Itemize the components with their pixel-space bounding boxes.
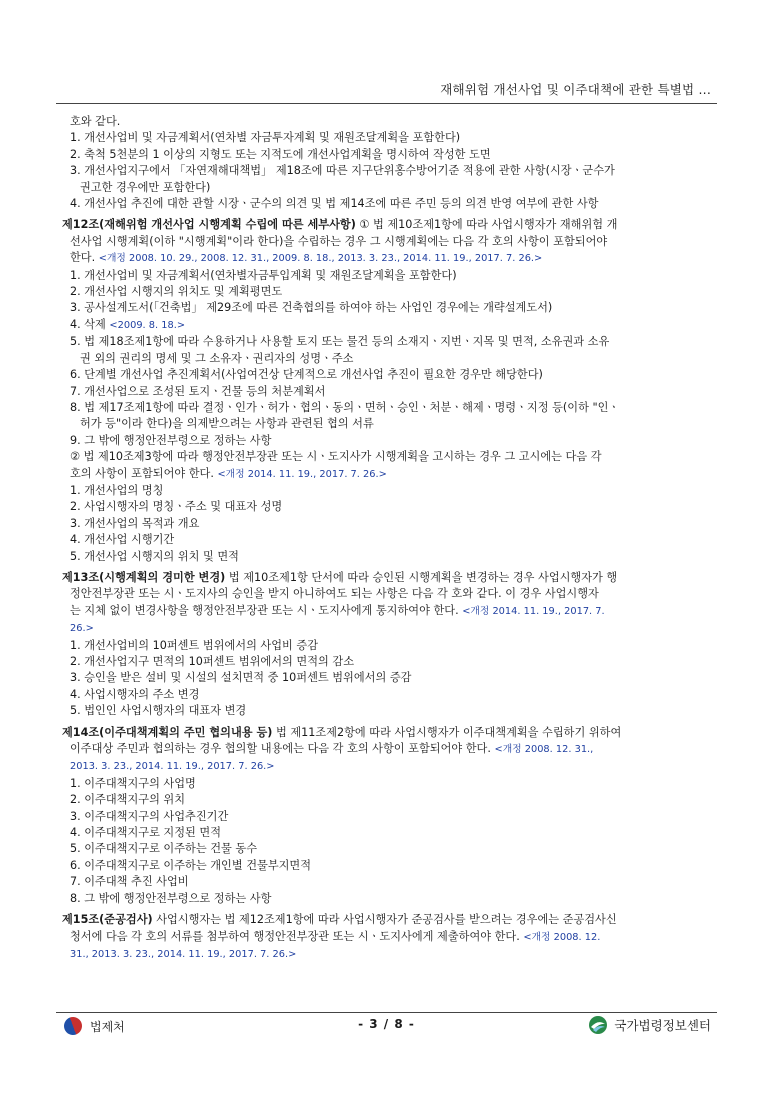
article-12-text: ① 법 제10조제1항에 따라 사업시행자가 재해위험 개	[355, 218, 618, 232]
page-number: - 3 / 8 -	[358, 1017, 415, 1031]
article-14-title: 제14조(이주대책계획의 주민 협의내용 등)	[62, 725, 273, 739]
intro-item-3: 3. 개선사업지구에서 「자연재해대책법」 제18조에 따른 지구단위홍수방어기준 적용에 관한 사항(시장ㆍ군수가	[70, 164, 615, 178]
list-item: 5. 법 제18조제1항에 따라 수용하거나 사용할 토지 또는 물건 등의 소재지ㆍ지번ㆍ지목 및 면적, 소유권과 소유	[70, 335, 610, 349]
list-item: 2. 개선사업지구 면적의 10퍼센트 범위에서의 면적의 감소	[70, 655, 355, 668]
list-item: 6. 이주대책지구로 이주하는 개인별 건물부지면적	[70, 858, 312, 872]
list-item: 3. 개선사업의 목적과 개요	[70, 516, 200, 530]
article-12	[62, 217, 724, 565]
article-12-paragraph-2: ② 법 제10조제3항에 따라 행정안전부장관 또는 시ㆍ도지사가 시행계획을 고시하는 경우 그 고시에는 다음 각	[70, 450, 602, 464]
list-item-wrap: 권 외의 권리의 명세 및 그 소유자ㆍ권리자의 성명ㆍ주소	[80, 351, 354, 365]
article-15-line-2: 청서에 다음 각 호의 서류를 첨부하여 행정안전부장관 또는 시ㆍ도지사에게 제출하여야 한다.	[70, 929, 524, 943]
list-item: 2. 사업시행자의 명칭ㆍ주소 및 대표자 성명	[70, 500, 283, 514]
intro-item-1: 1. 개선사업비 및 자금계획서(연차별 자금투자계획 및 재원조달계획을 포함한다)	[70, 131, 461, 145]
list-item: 3. 승인을 받은 설비 및 시설의 설치면적 중 10퍼센트 범위에서의 증감	[70, 671, 412, 685]
amendment-note: <개정 2008. 10. 29., 2008. 12. 31., 2009. 8. 18., 2013. 3. 23., 2014. 11. 19., 2017. 7. 26.>	[98, 253, 543, 265]
article-14-line-2: 이주대상 주민과 협의하는 경우 협의할 내용에는 다음 각 호의 사항이 포함되어야 한다.	[70, 742, 495, 756]
law-center-logo-icon	[588, 1015, 608, 1035]
article-13	[62, 570, 724, 720]
list-item: 2. 이주대책지구의 위치	[70, 793, 186, 807]
amendment-note: <2009. 8. 18.>	[109, 319, 186, 331]
article-15-text: 사업시행자는 법 제12조제1항에 따라 사업시행자가 준공검사를 받으려는 경우에는 준공검사신	[152, 913, 617, 927]
list-item: 1. 개선사업비의 10퍼센트 범위에서의 사업비 증감	[70, 638, 319, 652]
article-12-line-3: 한다.	[70, 251, 99, 265]
amendment-note: <개정 2008. 12.	[523, 931, 601, 943]
intro-item-3-wrap: 권고한 경우에만 포함한다)	[80, 180, 211, 194]
amendment-note: <개정 2014. 11. 19., 2017. 7.	[462, 605, 605, 617]
list-item: 7. 개선사업으로 조성된 토지ㆍ건물 등의 처분계획서	[70, 384, 326, 398]
article-14	[62, 725, 724, 907]
intro-item-4: 4. 개선사업 추진에 대한 관할 시장ㆍ군수의 의견 및 법 제14조에 따른 주민 등의 의견 반영 여부에 관한 사항	[70, 197, 599, 211]
article-13-line-2: 정안전부장관 또는 시ㆍ도지사의 승인을 받지 아니하여도 되는 사항은 다음 각 호와 같다. 이 경우 사업시행자	[70, 587, 599, 601]
article-13-text: 법 제10조제1항 단서에 따라 승인된 시행계획을 변경하는 경우 사업시행자가 행	[225, 570, 618, 584]
footer-divider	[56, 1012, 717, 1013]
amendment-note: 2013. 3. 23., 2014. 11. 19., 2017. 7. 26.>	[70, 761, 275, 773]
article-12-line-2: 선사업 시행계획(이하 "시행계획"이라 한다)을 수립하는 경우 그 시행계획에는 다음 각 호의 사항이 포함되어야	[70, 234, 608, 248]
list-item: 4. 삭제	[70, 317, 110, 331]
list-item: 1. 개선사업비 및 자금계획서(연차별자금투입계획 및 재원조달계획을 포함한다)	[70, 268, 457, 282]
list-item: 5. 이주대책지구로 이주하는 건물 동수	[70, 842, 258, 856]
list-item: 8. 법 제17조제1항에 따라 결정ㆍ인가ㆍ허가ㆍ협의ㆍ동의ㆍ면허ㆍ승인ㆍ처분ㆍ해제ㆍ명령ㆍ지정 등(이하 "인ㆍ	[70, 400, 620, 414]
list-item-wrap: 허가 등"이라 한다)을 의제받으려는 사항과 관련된 협의 서류	[80, 417, 374, 431]
amendment-note: <개정 2014. 11. 19., 2017. 7. 26.>	[217, 468, 387, 480]
article-13-line-3: 는 지체 없이 변경사항을 행정안전부장관 또는 시ㆍ도지사에게 통지하여야 한다.	[70, 603, 463, 617]
list-item: 3. 이주대책지구의 사업추진기간	[70, 809, 229, 823]
footer-law-center-label: 국가법령정보센터	[614, 1018, 711, 1033]
list-item: 2. 개선사업 시행지의 위치도 및 계획평면도	[70, 285, 283, 299]
intro-item-2: 2. 축척 5천분의 1 이상의 지형도 또는 지적도에 개선사업계획을 명시하여 작성한 도면	[70, 147, 491, 161]
footer-law-center	[588, 1015, 711, 1035]
list-item: 6. 단계별 개선사업 추진계획서(사업여건상 단계적으로 개선사업 추진이 필요한 경우만 해당한다)	[70, 368, 543, 382]
list-item: 4. 개선사업 시행기간	[70, 533, 175, 547]
list-item: 9. 그 밖에 행정안전부령으로 정하는 사항	[70, 433, 272, 447]
list-item: 7. 이주대책 추진 사업비	[70, 875, 189, 889]
document-header-title: 재해위험 개선사업 및 이주대책에 관한 특별법 ...	[440, 82, 711, 97]
article-14-text: 법 제11조제2항에 따라 사업시행자가 이주대책계획을 수립하기 위하여	[272, 725, 622, 739]
list-item: 4. 사업시행자의 주소 변경	[70, 687, 200, 701]
list-item: 1. 이주대책지구의 사업명	[70, 776, 196, 790]
amendment-note: 26.>	[70, 623, 94, 635]
header-divider	[56, 103, 717, 104]
article-15	[62, 912, 724, 963]
article-15-title: 제15조(준공검사)	[62, 913, 153, 927]
article-12-paragraph-2-cont: 호의 사항이 포함되어야 한다.	[70, 466, 218, 480]
intro-continuation: 호와 같다.	[70, 115, 121, 128]
document-body	[62, 114, 724, 963]
article-13-title: 제13조(시행계획의 경미한 변경)	[62, 570, 226, 584]
list-item: 1. 개선사업의 명칭	[70, 483, 164, 497]
list-item: 8. 그 밖에 행정안전부령으로 정하는 사항	[70, 891, 272, 905]
amendment-note: 31., 2013. 3. 23., 2014. 11. 19., 2017. 7. 26.>	[70, 948, 297, 960]
amendment-note: <개정 2008. 12. 31.,	[494, 744, 594, 756]
list-item: 3. 공사설계도서(「건축법」 제29조에 따른 건축협의를 하여야 하는 사업인 경우에는 개략설계도서)	[70, 301, 553, 315]
list-item: 5. 법인인 사업시행자의 대표자 변경	[70, 704, 247, 718]
list-item: 5. 개선사업 시행지의 위치 및 면적	[70, 549, 239, 563]
footer-ministry-label: 법제처	[90, 1019, 125, 1034]
article-12-title: 제12조(재해위험 개선사업 시행계획 수립에 따른 세부사항)	[62, 218, 356, 232]
list-item: 4. 이주대책지구로 지정된 면적	[70, 826, 222, 840]
